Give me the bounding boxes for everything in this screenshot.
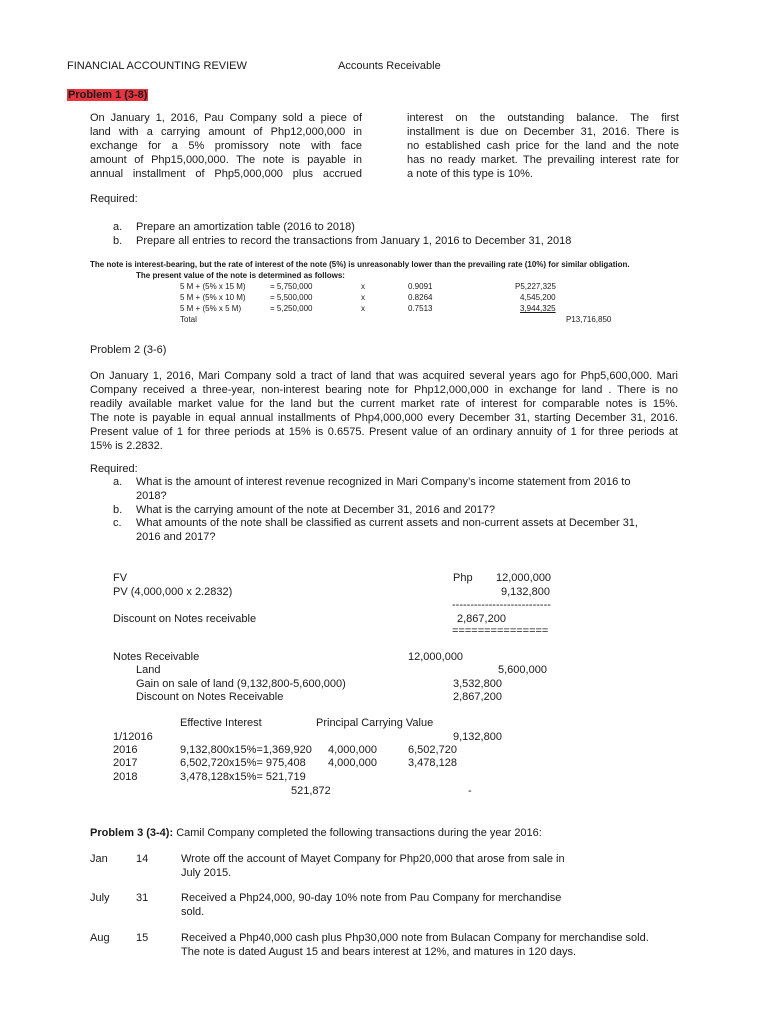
amort-header-principal: Principal Carrying Value (316, 717, 434, 729)
transaction-month: Jan (90, 853, 108, 865)
pv-value: 9,132,800 (501, 586, 550, 598)
dashed-rule: --------------------------- (452, 599, 551, 611)
amort-start-value: 9,132,800 (453, 731, 502, 743)
pv-total-label: Total (180, 315, 197, 324)
je-line-debit: 2,867,200 (453, 691, 502, 703)
discount-label: Discount on Notes receivable (113, 613, 257, 625)
pv-row-formula: 5 M + (5% x 15 M) (180, 282, 246, 291)
je-line-debit: 12,000,000 (408, 651, 464, 663)
pv-row-times: x (361, 282, 365, 291)
pv-row-value: P5,227,325 (515, 282, 556, 291)
problem-1-note-present-value: The present value of the note is determined as follows: (136, 271, 345, 280)
php-label: Php (453, 572, 473, 584)
transaction-text: Received a Php24,000, 90-day 10% note from Pau Company for merchandise (181, 892, 562, 904)
amort-row-year: 2016 (113, 744, 138, 756)
transaction-month: July (90, 892, 110, 904)
document-header-left: FINANCIAL ACCOUNTING REVIEW (67, 60, 247, 72)
amort-row-interest: 3,478,128x15%= 521,719 (180, 771, 306, 783)
transaction-text: sold. (181, 906, 205, 918)
amort-row-carrying: 3,478,128 (408, 757, 457, 769)
amort-row-interest: 6,502,720x15%= 975,408 (180, 757, 306, 769)
transaction-text: The note is dated August 15 and bears interest at 12%, and matures in 120 days. (181, 946, 577, 958)
problem-1-item-text: Prepare an amortization table (2016 to 2018) (136, 221, 355, 233)
transaction-day: 15 (136, 932, 149, 944)
document-header-right: Accounts Receivable (338, 60, 441, 72)
pv-row-value: 4,545,200 (520, 293, 556, 302)
problem-2-item-letter: b. (113, 504, 123, 516)
amort-header-interest: Effective Interest (180, 717, 262, 729)
pv-row-value: 3,944,325 (520, 304, 556, 313)
pv-row-times: x (361, 293, 365, 302)
amort-row-principal: 4,000,000 (328, 744, 377, 756)
transaction-text: Received a Php40,000 cash plus Php30,000 note from Bulacan Company for merchandise sold. (181, 932, 649, 944)
pv-row-formula: 5 M + (5% x 10 M) (180, 293, 246, 302)
problem-1-left-column: On January 1, 2016, Pau Company sold a piece of land with a carrying amount of Php12,000,000 in exchange for a 5% promissory note with face amount of Php15,000,000. The note is payable in annual installment of Php5,000,000 plus accrued (90, 112, 362, 180)
amort-row-year: 2018 (113, 771, 138, 783)
problem-1-item-letter: b. (113, 235, 123, 247)
transaction-day: 31 (136, 892, 149, 904)
double-rule: =============== (452, 625, 549, 637)
pv-row-factor: 0.9091 (408, 282, 433, 291)
pv-row-amount: = 5,250,000 (270, 304, 313, 313)
amort-last-dash: - (468, 785, 472, 797)
problem-2-item-letter: a. (113, 476, 123, 488)
problem-1-note-interest: The note is interest-bearing, but the rate of interest of the note (5%) is unreasonably lower than the prevailing rate (10%) for similar obligation. (90, 260, 630, 269)
discount-value: 2,867,200 (457, 613, 506, 625)
problem-2-body: On January 1, 2016, Mari Company sold a tract of land that was acquired several years ago for Php5,600,000. Mari Company received a three-year, non-interest bearing note for Php12,000,000 in exchange for land . There is no readily available market value for the land but the current market rate of interest for comparable notes is 15%. The note is payable in equal annual installments of Php4,000,000 every December 31, starting December 31, 2016. Present value of 1 for three periods at 15% is 0.6575. Present value of an ordinary annuity of 1 for three periods at 15% is 2.2832. (90, 370, 678, 452)
transaction-text: July 2015. (181, 867, 232, 879)
problem-2-item-text: What amounts of the note shall be classified as current assets and non-current assets at December 31, (136, 517, 638, 529)
transaction-month: Aug (90, 932, 110, 944)
problem-1-item-text: Prepare all entries to record the transactions from January 1, 2016 to December 31, 2018 (136, 235, 572, 247)
je-line-credit: 5,600,000 (498, 664, 547, 676)
pv-row-factor: 0.7513 (408, 304, 433, 313)
je-line-label: Land (136, 664, 161, 676)
je-line-label: Gain on sale of land (9,132,800-5,600,000) (136, 678, 346, 690)
problem-2-title: Problem 2 (3-6) (90, 344, 167, 356)
problem-2-item-text: 2018? (136, 490, 167, 502)
je-line-debit: 3,532,800 (453, 678, 502, 690)
amort-last-value: 521,872 (291, 785, 331, 797)
pv-label: PV (4,000,000 x 2.2832) (113, 586, 233, 598)
problem-2-required: Required: (90, 463, 138, 475)
pv-row-amount: = 5,500,000 (270, 293, 313, 302)
amort-row-principal: 4,000,000 (328, 757, 377, 769)
problem-1-title: Problem 1 (3-8) (68, 89, 148, 101)
pv-row-amount: = 5,750,000 (270, 282, 313, 291)
problem-2-item-text: What is the carrying amount of the note at December 31, 2016 and 2017? (136, 504, 495, 516)
amort-row-interest: 9,132,800x15%=1,369,920 (180, 744, 312, 756)
problem-3-heading (90, 826, 542, 840)
pv-total-value: P13,716,850 (566, 315, 612, 324)
amort-row-year: 2017 (113, 757, 138, 769)
problem-1-item-letter: a. (113, 221, 123, 233)
fv-label: FV (113, 572, 128, 584)
problem-2-item-text: 2016 and 2017? (136, 531, 216, 543)
problem-2-item-text: What is the amount of interest revenue recognized in Mari Company’s income statement from 2016 to (136, 476, 631, 488)
problem-3-title: Problem 3 (3-4): (90, 827, 174, 839)
amort-row-carrying: 6,502,720 (408, 744, 457, 756)
pv-row-times: x (361, 304, 365, 313)
problem-1-right-column: interest on the outstanding balance. The first installment is due on December 31, 2016. There is no established cash price for the land and the note has no ready market. The prevailing interest rate for a note of this type is 10%. (407, 112, 679, 180)
fv-value: 12,000,000 (496, 572, 552, 584)
amort-start-date: 1/12016 (113, 731, 153, 743)
transaction-text: Wrote off the account of Mayet Company for Php20,000 that arose from sale in (181, 853, 565, 865)
je-line-label: Discount on Notes Receivable (136, 691, 284, 703)
je-line-label: Notes Receivable (113, 651, 200, 663)
problem-2-item-letter: c. (113, 517, 122, 529)
pv-row-formula: 5 M + (5% x 5 M) (180, 304, 242, 313)
problem-1-required: Required: (90, 193, 138, 205)
transaction-day: 14 (136, 853, 149, 865)
pv-row-factor: 0.8264 (408, 293, 433, 302)
problem-3-intro: Camil Company completed the following transactions during the year 2016: (176, 827, 542, 839)
